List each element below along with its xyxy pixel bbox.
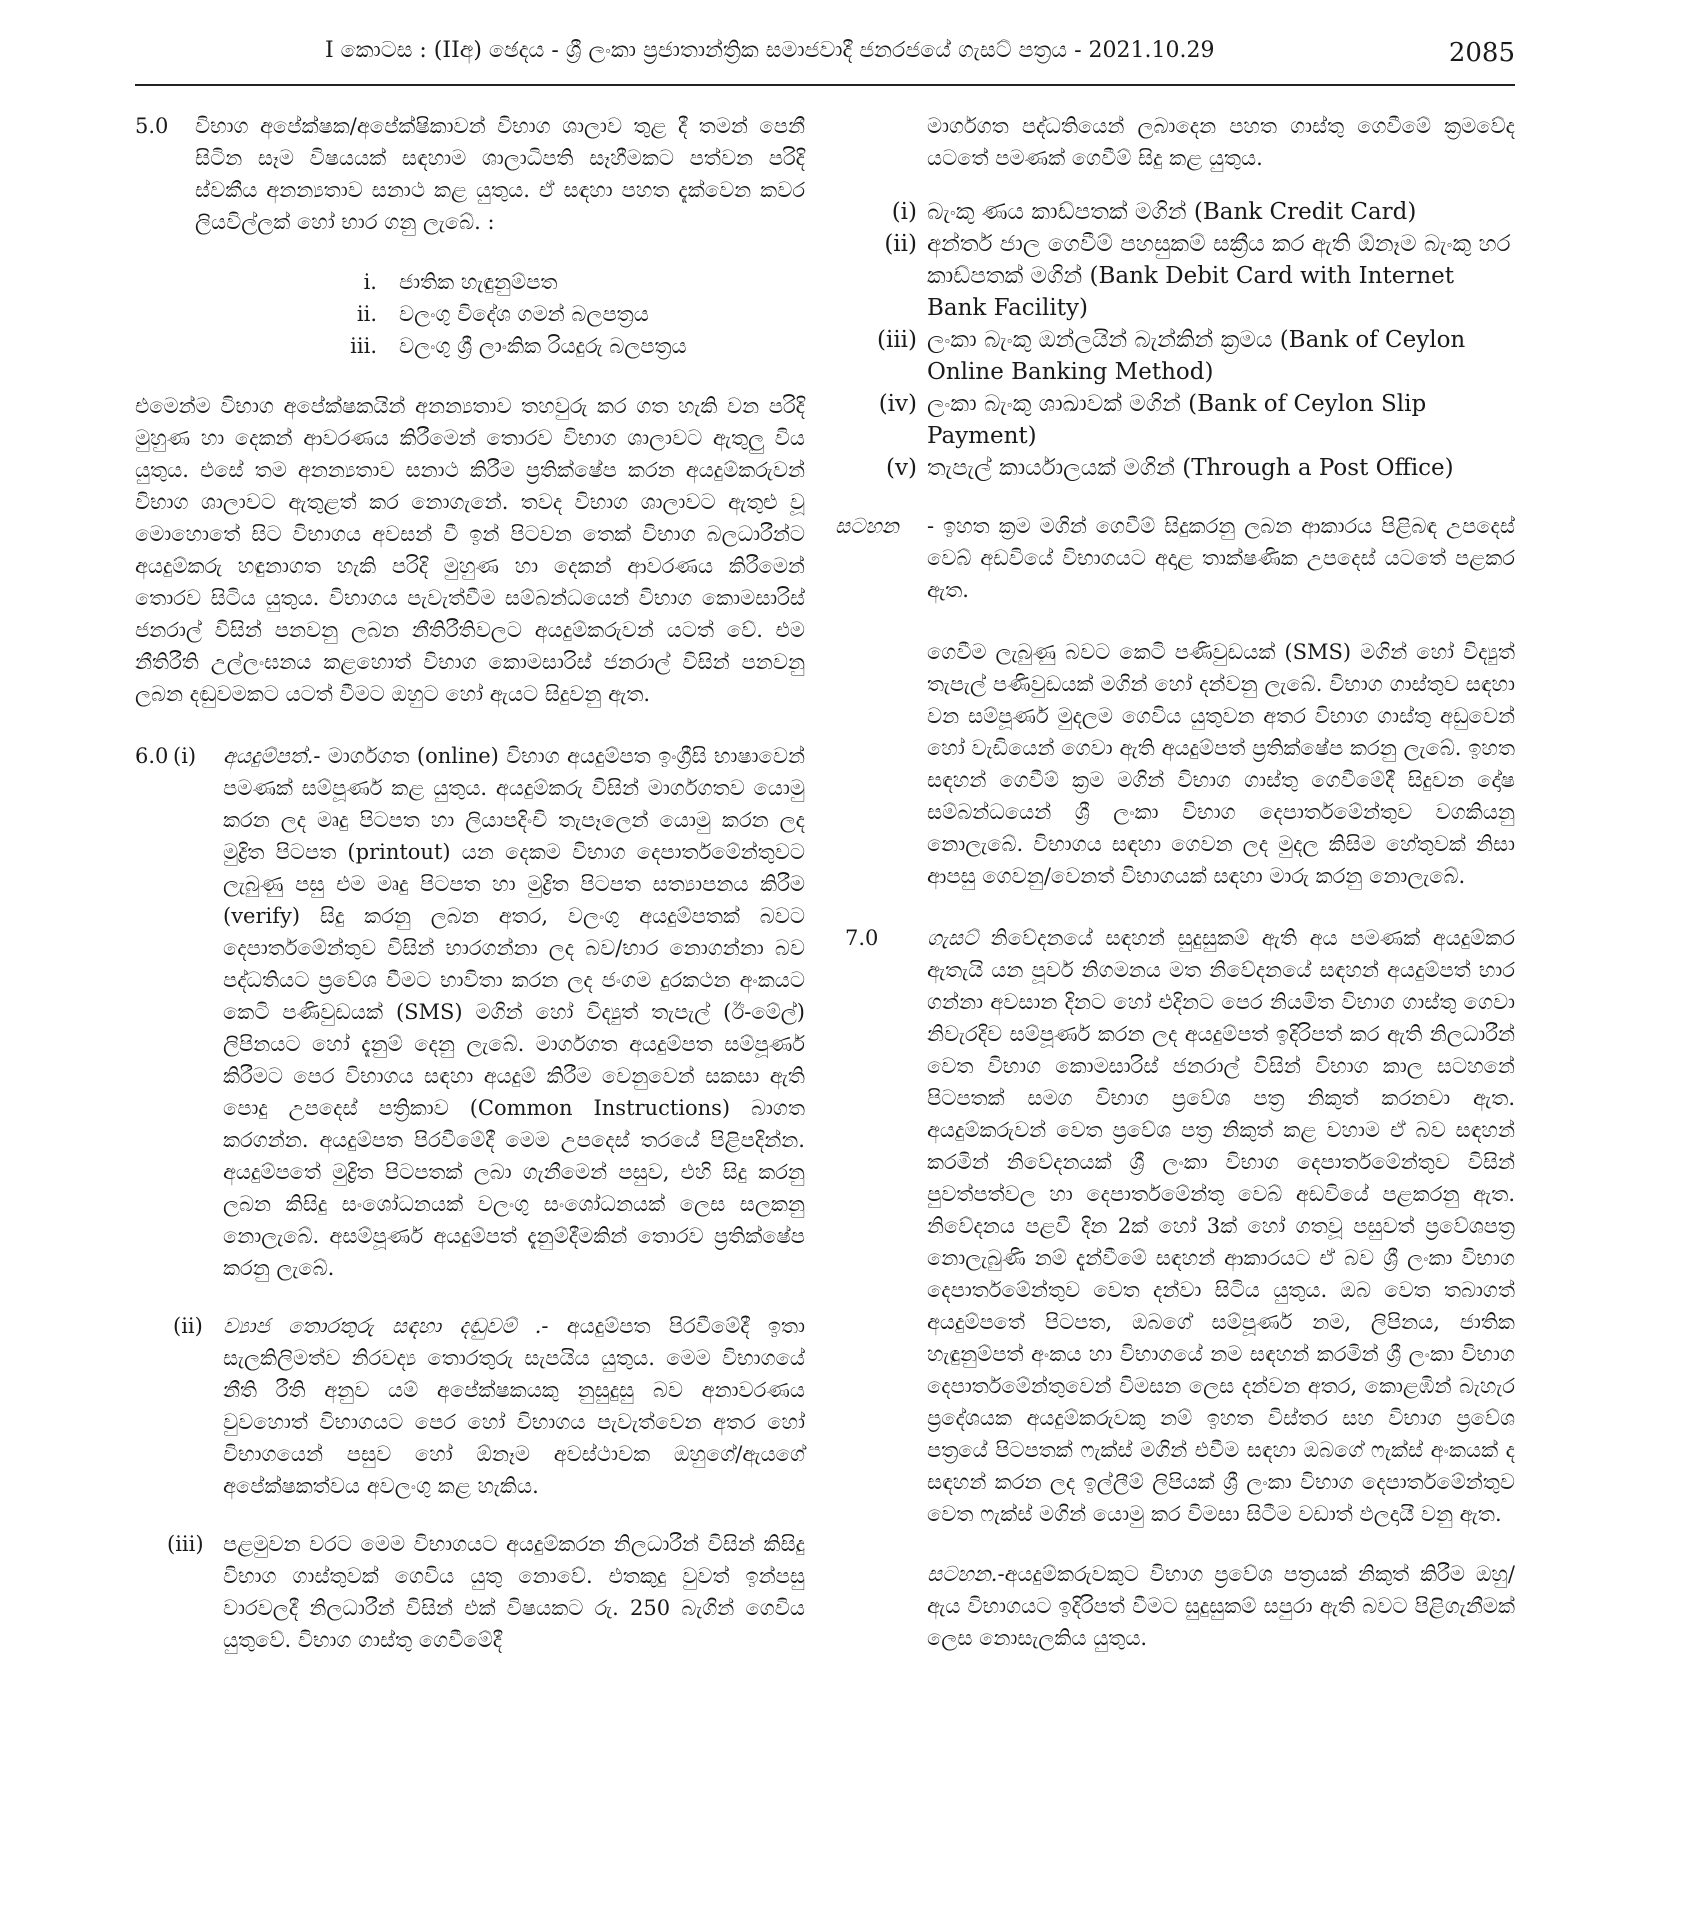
right-column [835, 110, 1515, 1654]
gazette-word: ගැසට් [927, 926, 979, 950]
list-item [845, 452, 1515, 484]
section-number: 7.0 [845, 926, 879, 950]
left-column [135, 110, 805, 1656]
list-number: (ii) [884, 231, 917, 257]
list-number: ii. [356, 302, 377, 326]
subsection-i [173, 740, 805, 1284]
section-7-body: නිවේදනයේ සඳහන් සුදුසුකම් ඇති අය පමණක් අයදුම්කර ඇතැයි යන පූර්ව නිගමනය මත නිවේදනයේ සඳහන් අයදුම්පත් භාර ගන්නා අවසාන දිනට හෝ එදිනට පෙර නියමිත විභාග ගාස්තු ගෙවා නිවැරදිව සම්පූර්ණ කරන ලද අයදුම්පත් ඉදිරිපත් කර ඇති නිලධාරීන් වෙත විභාග කොමසාරිස් ජනරාල් විසින් විභාග කාල සටහනේ පිටපතක් සමග විභාග ප්‍රවේශ පත්‍ර නිකුත් කරනවා ඇත. අයදුම්කරුවන් වෙත ප්‍රවේශ පත්‍ර නිකුත් කළ වහාම ඒ බව සඳහන් කරමින් නිවේදනයක් ශ්‍රී ලංකා විභාග දෙපාර්තමේන්තුව විසින් පුවත්පත්වල හා දෙපාර්තමේන්තු වෙබ් අඩවියේ පළකරනු ඇත. නිවේදනය පළවී දින 2ක් හෝ 3ක් හෝ ගතවූ පසුවත් ප්‍රවේශපත්‍ර නොලැබුණි නම් දැන්වීමේ සඳහන් ආකාරයට ඒ බව ශ්‍රී ලංකා විභාග දෙපාර්තමේන්තුව වෙත දන්වා සිටිය යුතුය. ඔබ වෙත තබාගත් අයදුම්පතේ පිටපත, ඔබගේ සම්පූර්ණ නම, ලිපිනය, ජාතික හැඳුනුම්පත් අංකය හා විභාගයේ නම සඳහන් කරමින් ශ්‍රී ලංකා විභාග දෙපාර්තමේන්තුවෙන් විමසන ලෙස දන්වන අතර, කොළඹින් බැහැර ප්‍රදේශයක අයදුම්කරුවකු නම් ඉහත විස්තර සහ විභාග ප්‍රවේශ පත්‍රයේ පිටපතක් ෆැක්ස් මගින් එවීම සඳහා ඔබගේ ෆැක්ස් අංකයක් ද සඳහන් කරන ලද ඉල්ලීම් ලිපියක් ශ්‍රී ලංකා විභාග දෙපාර්තමේන්තුව වෙත ෆැක්ස් මගින් යොමු කර විමසා සිටීම වඩාත් ඵලදායී වනු ඇත. [927, 926, 1515, 1526]
subsection-iii [167, 1528, 805, 1656]
page-header [135, 38, 1515, 78]
list-text: අන්තර් ජාල ගෙවීම් පහසුකම් සක්‍රීය කර ඇති ඕනෑම බැංකු හර කාඩ්පතක් මගින් (Bank Debit Card with Internet Bank Facility) [927, 231, 1511, 321]
list-text: වලංගු ශ්‍රී ලාංකික රියදුරු බලපත්‍රය [399, 334, 687, 358]
note-text: - ඉහත ක්‍රම මගින් ගෙවීම් සිදුකරනු ලබන ආකාරය පිළිබඳ උපදෙස් වෙබ් අඩවියේ විභාගයට අදාළ තාක්ෂණික උපදෙස් යටතේ පළකර ඇත. [927, 514, 1515, 602]
list-item [845, 196, 1515, 228]
payment-intro: මාර්ගගත පද්ධතියෙන් ලබාදෙන පහත ගාස්තු ගෙවීමේ ක්‍රමවේද යටතේ පමණක් ගෙවීම් සිදු කළ යුතුය. [927, 114, 1515, 170]
page-number: 2085 [1448, 38, 1515, 68]
list-text: තැපැල් කාර්යාලයක් මගින් (Through a Post Office) [927, 455, 1454, 481]
note-label: සටහන.- [927, 1562, 1005, 1586]
list-text: බැංකු ණය කාඩ්පතක් මගින් (Bank Credit Card) [927, 199, 1417, 225]
list-number: (v) [886, 455, 917, 481]
section-7-text [927, 922, 1515, 1530]
subsection-number: (i) [173, 744, 197, 768]
list-text: ලංකා බැංකු ඔන්ලයින් බැන්කින් ක්‍රමය (Bank of Ceylon Online Banking Method) [927, 327, 1466, 385]
note-label: සටහන [835, 514, 899, 538]
section-6 [135, 740, 805, 1284]
header-rule [135, 84, 1515, 86]
section-7 [845, 922, 1515, 1530]
subsection-ii [173, 1310, 805, 1502]
id-document-list [315, 266, 805, 362]
subsection-body: පළමුවන වරට මෙම විභාගයට අයදුම්කරන නිලධාරීන් විසින් කිසිදු විභාග ගාස්තුවක් ගෙවිය යුතු නොවේ. එතකුදු වුවත් ඉන්පසු වාරවලදී නිලධාරීන් විසින් එක් විෂයකට රු. 250 බැගින් ගෙවිය යුතුවේ. විභාග ගාස්තු ගෙවීමේදී [223, 1532, 805, 1652]
subsection-heading: අයදුම්පත්.- [223, 744, 321, 768]
subsection-text [223, 740, 805, 1284]
list-item [845, 388, 1515, 452]
list-item [845, 324, 1515, 388]
list-number: (i) [891, 199, 917, 225]
subsection-body: මාර්ගගත (online) විභාග අයදුම්පත ඉංග්‍රීසි භාෂාවෙන් පමණක් සම්පූර්ණ කළ යුතුය. අයදුම්කරු විසින් මාර්ගගතව යොමු කරන ලද මෘදු පිටපත හා ලියාපදිංචි තැපෑලෙන් යොමු කරන ලද මුද්‍රිත පිටපත (printout) යන දෙකම විභාග දෙපාර්තමේන්තුවට ලැබුණු පසු එම මෘදු පිටපත හා මුද්‍රිත පිටපත සත්‍යාපනය කිරීම (verify) සිදු කරනු ලබන අතර, වලංගු අයදුම්පතක් බවට දෙපාර්තමේන්තුව විසින් භාරගන්නා ලද බව/භාර නොගන්නා බව පද්ධතියට ප්‍රවේශ වීමට භාවිතා කරන ලද ජංගම දුරකථන අංකයට කෙටි පණිවුඩයක් (SMS) මගින් හෝ විද්‍යුත් තැපැල් (ඊ-මේල්) ලිපිනයට හෝ දැනුම් දෙනු ලැබේ. මාර්ගගත අයදුම්පත සම්පූර්ණ කිරීමට පෙර විභාගය සඳහා අයදුම් කිරීම වෙනුවෙන් සකසා ඇති පොදු උපදෙස් පත්‍රිකාව (Common Instructions) බාගත කරගන්න. අයදුම්පත පිරවීමේදී මෙම උපදෙස් තරයේ පිළිපදින්න. අයදුම්පතේ මුද්‍රිත පිටපතක් ලබා ගැනීමෙන් පසුව, එහි සිදු කරනු ලබන කිසිදු සංශෝධනයක් වලංගු සංශෝධනයක් ලෙස සලකනු නොලැබේ. අසම්පූර්ණ අයදුම්පත් දැනුම්දීමකින් තොරව ප්‍රතික්ෂේප කරනු ලැබේ. [223, 744, 805, 1280]
payment-method-list [845, 196, 1515, 484]
note-admission [927, 1558, 1515, 1654]
list-item [315, 298, 805, 330]
list-text: ලංකා බැංකු ශාඛාවක් මගින් (Bank of Ceylon Slip Payment) [927, 391, 1427, 449]
section-number: 5.0 [135, 114, 169, 138]
list-text: වලංගු විදේශ ගමන් බලපත්‍රය [399, 302, 649, 326]
list-number: (iii) [876, 327, 917, 353]
list-item [315, 330, 805, 362]
section-5-paragraph: එමෙන්ම විභාග අපේක්ෂකයින් අනන්‍යතාව තහවුරු කර ගත හැකි වන පරිදි මුහුණ හා දෙකන් ආවරණය කිරීමෙන් තොරව විභාග ශාලාවට ඇතුලු විය යුතුය. එසේ තම අනන්‍යතාව සනාථ කිරීම ප්‍රතික්ෂේප කරන අයදුම්කරුවන් විභාග ශාලාවට ඇතුළත් කර නොගැනේ. තවද විභාග ශාලාවට ඇතුළු වූ මොහොතේ සිට විභාගය අවසන් වී ඉන් පිටවන තෙක් විභාග බලධාරීන්ට අයදුම්කරු හඳුනාගත හැකි පරිදි මුහුණ හා දෙකන් ආවරණය කිරීමෙන් තොරව සිටිය යුතුය. විභාගය පැවැත්වීම සම්බන්ධයෙන් විභාග කොමසාරිස් ජනරාල් විසින් පනවනු ලබන නීතිරීතිවලට අයදුම්කරුවන් යටත් වේ. එම නීතිරීති උල්ලංඝනය කළහොත් විභාග කොමසාරිස් ජනරාල් විසින් පනවනු ලබන දඬුවමකට යටත් වීමට ඔහුට හෝ ඇයට සිදුවනු ඇත. [135, 394, 805, 706]
list-number: iii. [350, 334, 377, 358]
note-text: අයදුම්කරුවකුට විභාග ප්‍රවේශ පත්‍රයක් නිකුත් කිරීම ඔහු/ඇය විභාගයට ඉදිරිපත් වීමට සුදුසුකම් සපුරා ඇති බවට පිළිගැනීමක් ලෙස නොසැලකිය යුතුය. [927, 1562, 1515, 1650]
section-5-text: විභාග අපේක්ෂක/අපේක්ෂිකාවන් විභාග ශාලාව තුළ දී තමන් පෙනී සිටින සෑම විෂයයක් සඳහාම ශාලාධිපති සෑහීමකට පත්වන පරිදි ස්වකීය අනන්‍යතාව සනාථ කළ යුතුය. ඒ සඳහා පහත දැක්වෙන කවර ලියවිල්ලක් හෝ භාර ගනු ලැබේ. : [195, 114, 805, 234]
list-number: (iv) [878, 391, 917, 417]
section-5 [135, 110, 805, 238]
list-number: i. [363, 270, 377, 294]
subsection-number: (ii) [173, 1314, 203, 1338]
subsection-heading: ව්‍යාජ තොරතුරු සඳහා දඬුවම් .- [223, 1314, 549, 1338]
list-item [845, 228, 1515, 324]
gazette-title: I කොටස : (IIඅ) ඡෙදය - ශ්‍රී ලංකා ප්‍රජාතාන්ත්‍රික සමාජවාදී ජනරජයේ ගැසට් පත්‍රය - 2021.10.29 [325, 38, 1215, 63]
list-item [315, 266, 805, 298]
subsection-number: (iii) [167, 1532, 204, 1556]
section-number: 6.0 [135, 744, 169, 768]
payment-confirmation-paragraph: ගෙවීම ලැබුණු බවට කෙටි පණිවුඩයක් (SMS) මගින් හෝ විද්‍යුත් තැපැල් පණිවුඩයක් මගින් හෝ දන්වනු ලැබේ. විභාග ගාස්තුව සඳහා වන සම්පූර්ණ මුදලම ගෙවිය යුතුවන අතර විභාග ගාස්තු අඩුවෙන් හෝ වැඩියෙන් ගෙවා ඇති අයදුම්පත් ප්‍රතික්ෂේප කරනු ලැබේ. ඉහත සඳහන් ගෙවීම් ක්‍රම මගින් විභාග ගාස්තු ගෙවීමේදී සිදුවන දෝෂ සම්බන්ධයෙන් ශ්‍රී ලංකා විභාග දෙපාර්තමේන්තුව වගකියනු නොලැබේ. විභාගය සඳහා ගෙවන ලද මුදල කිසිම හේතුවක් නිසා ආපසු ගෙවනු/වෙනත් විභාගයක් සඳහා මාරු කරනු නොලැබේ. [927, 640, 1515, 888]
list-text: ජාතික හැඳුනුම්පත [399, 270, 558, 294]
subsection-text [223, 1310, 805, 1502]
subsection-body: අයදුම්පත පිරවීමේදී ඉතා සැලකිලිමත්ව නිරවද්‍ය තොරතුරු සැපයිය යුතුය. මෙම විභාගයේ නීති රීති අනුව යම් අපේක්ෂකයකු නුසුදුසු බව අනාවරණය වුවහොත් විභාගයට පෙර හෝ විභාගය පැවැත්වෙන අතර හෝ විභාගයෙන් පසුව හෝ ඕනෑම අවස්ථාවක ඔහුගේ/ඇයගේ අපේක්ෂකත්වය අවලංගු කළ හැකිය. [223, 1314, 805, 1498]
note-payment [835, 510, 1515, 606]
